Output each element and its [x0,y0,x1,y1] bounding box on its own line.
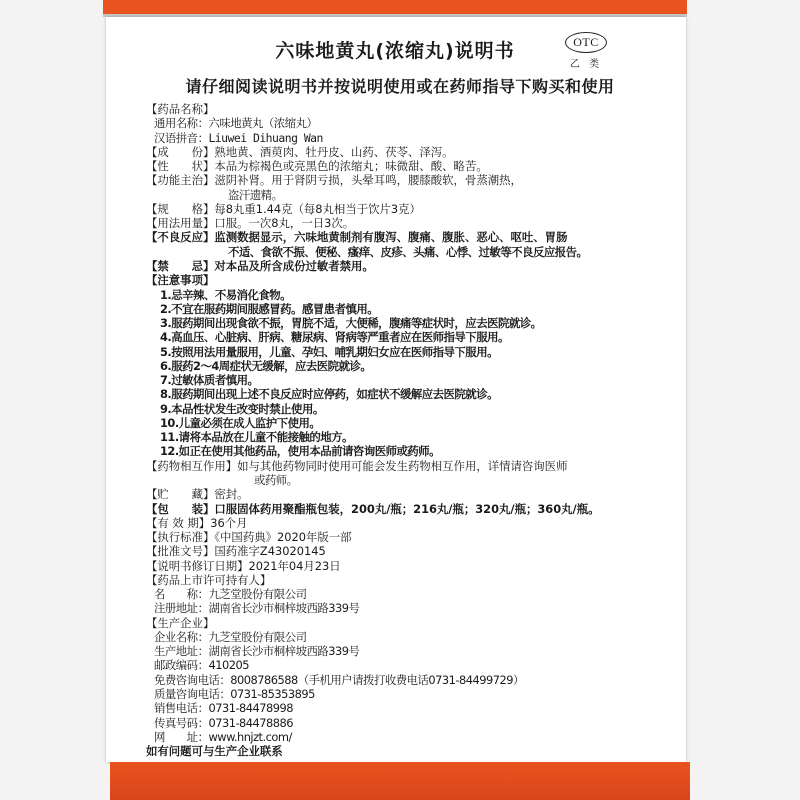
precaution-item: 8.服药期间出现上述不良反应时应停药，如症状不缓解应去医院就诊。 [160,387,498,402]
section-standard: 【执行标准】《中国药典》2020年版一部 [146,530,352,544]
manufacturer-address: 生产地址：湖南省长沙市桐梓坡西路339号 [154,644,360,659]
precaution-item: 1.忌辛辣、不易消化食物。 [160,287,292,302]
precaution-item: 11.请将本品放在儿童不能接触的地方。 [160,430,353,445]
section-adverse-reactions-cont: 不适、食欲不振、便秘、瘙痒、皮疹、头痛、心悸、过敏等不良反应报告。 [228,244,588,259]
section-dosage: 【用法用量】口服。一次8丸，一日3次。 [146,216,355,231]
precaution-item: 3.服药期间出现食欲不振，胃脘不适，大便稀，腹痛等症状时，应去医院就诊。 [160,316,542,330]
holder-address: 注册地址：湖南省长沙市桐梓坡西路339号 [154,601,360,616]
section-packaging: 【包 装】口服固体药用聚酯瓶包装，200丸/瓶；216丸/瓶；320丸/瓶；360丸/瓶。 [146,501,600,516]
section-indications: 【功能主治】滋阴补肾。用于肾阴亏损，头晕耳鸣，腰膝酸软，骨蒸潮热， [146,173,522,188]
section-revision-date: 【说明书修订日期】2021年04月23日 [146,558,341,573]
precaution-item: 12.如正在使用其他药品，使用本品前请咨询医师或药师。 [160,444,441,459]
section-indications-cont: 盗汗遗精。 [228,187,283,202]
contact-note: 如有问题可与生产企业联系 [146,744,283,758]
section-drug-interactions: 【药物相互作用】如与其他药物同时使用可能会发生药物相互作用，详情请咨询医师 [146,458,568,473]
leaflet-subtitle: 请仔细阅读说明书并按说明使用或在药师指导下购买和使用 [185,77,615,96]
otc-class-label: 乙 类 [569,59,603,70]
generic-name: 通用名称：六味地黄丸（浓缩丸） [154,116,318,131]
section-adverse-reactions: 【不良反应】监测数据显示，六味地黄制剂有腹泻、腹痛、腹胀、恶心、呕吐、胃肠 [146,230,568,245]
precaution-item: 7.过敏体质者慎用。 [160,373,259,388]
section-drug-interactions-cont: 或药师。 [254,472,298,487]
precaution-item: 4.高血压、心脏病、肝病、糖尿病、肾病等严重者应在医师指导下服用。 [160,330,509,345]
section-shelf-life: 【有 效 期】36个月 [146,515,248,530]
top-orange-band [103,0,687,14]
section-specification: 【规 格】每8丸重1.44克（每8丸相当于饮片3克） [146,201,421,216]
sales-phone: 销售电话：0731-84478998 [154,701,294,716]
section-precautions: 【注意事项】 [146,273,215,288]
bottom-orange-band [110,762,690,800]
leaflet-title: 六味地黄丸(浓缩丸)说明书 [275,40,515,62]
postal-code: 邮政编码：410205 [154,658,249,673]
manufacturer-name: 企业名称：九芝堂股份有限公司 [154,629,307,644]
free-hotline: 免费咨询电话：8008786588（手机用户请拨打收费电话0731-84499729） [154,672,524,687]
section-appearance: 【性 状】本品为棕褐色或亮黑色的浓缩丸；味微甜、酸、略苦。 [146,159,488,174]
section-approval-number: 【批准文号】国药准字Z43020145 [146,544,326,559]
website: 网 址：www.hnjzt.com/ [154,729,292,744]
section-drug-name: 【药品名称】 [146,102,215,116]
section-license-holder: 【药品上市许可持有人】 [146,572,272,587]
precaution-item: 10.儿童必须在成人监护下使用。 [160,415,321,430]
section-manufacturer: 【生产企业】 [146,615,215,630]
precaution-item: 5.按照用法用量服用，儿童、孕妇、哺乳期妇女应在医师指导下服用。 [160,344,498,359]
precaution-item: 6.服药2～4周症状无缓解，应去医院就诊。 [160,358,372,373]
section-storage: 【贮 藏】密封。 [146,487,249,502]
pinyin-name: 汉语拼音：Liuwei Dihuang Wan [154,130,323,145]
section-ingredients: 【成 份】熟地黄、酒萸肉、牡丹皮、山药、茯苓、泽泻。 [146,144,454,159]
fax-number: 传真号码：0731-84478886 [154,715,294,730]
quality-hotline: 质量咨询电话：0731-85353895 [154,686,315,701]
precaution-item: 9.本品性状发生改变时禁止使用。 [160,401,324,416]
holder-name: 名 称：九芝堂股份有限公司 [154,587,307,602]
otc-mark: OTC [565,32,607,53]
section-contraindications: 【禁 忌】对本品及所含成份过敏者禁用。 [146,258,374,273]
precaution-item: 2.不宜在服药期间服感冒药。感冒患者慎用。 [160,301,379,316]
